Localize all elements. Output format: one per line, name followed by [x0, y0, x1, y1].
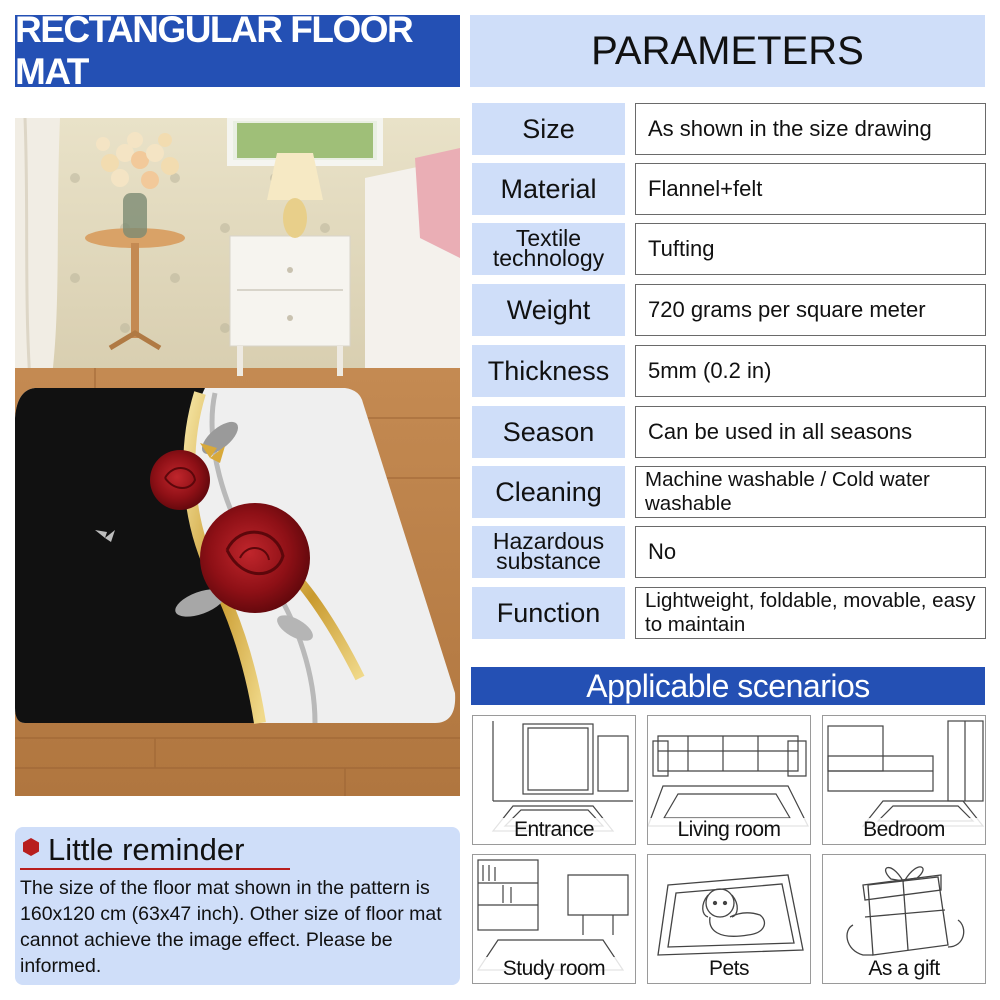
scenario-label: Entrance	[473, 818, 635, 842]
parameters-header: PARAMETERS	[470, 15, 985, 87]
param-label-textile-technology: Textile technology	[472, 223, 625, 275]
scenario-label: As a gift	[823, 957, 985, 981]
param-value-textile-technology: Tufting	[635, 223, 986, 275]
param-label-hazardous-substance: Hazardous substance	[472, 526, 625, 578]
param-label-thickness: Thickness	[472, 345, 625, 397]
scenario-label: Study room	[473, 957, 635, 981]
scenario-living-room	[647, 715, 811, 845]
param-label-material: Material	[472, 163, 625, 215]
scenario-pets	[647, 854, 811, 984]
param-value-cleaning: Machine washable / Cold water washable	[635, 466, 986, 518]
param-value-material: Flannel+felt	[635, 163, 986, 215]
scenario-label: Bedroom	[823, 818, 985, 842]
param-label-weight: Weight	[472, 284, 625, 336]
scenario-label: Pets	[648, 957, 810, 981]
param-label-season: Season	[472, 406, 625, 458]
reminder-underline	[20, 868, 290, 870]
scenario-study-room	[472, 854, 636, 984]
scenario-label: Living room	[648, 818, 810, 842]
param-value-thickness: 5mm (0.2 in)	[635, 345, 986, 397]
param-value-hazardous-substance: No	[635, 526, 986, 578]
scenario-gift	[822, 854, 986, 984]
product-title: RECTANGULAR FLOOR MAT	[15, 15, 460, 87]
param-value-size: As shown in the size drawing	[635, 103, 986, 155]
reminder-text: The size of the floor mat shown in the pattern is 160x120 cm (63x47 inch). Other size of floor mat cannot achieve the image effect. Please be informed.	[20, 877, 442, 977]
product-photo	[15, 118, 460, 796]
param-label-size: Size	[472, 103, 625, 155]
param-value-season: Can be used in all seasons	[635, 406, 986, 458]
scenario-bedroom	[822, 715, 986, 845]
reminder-title: Little reminder	[48, 832, 245, 867]
param-value-function: Lightweight, foldable, movable, easy to maintain	[635, 587, 986, 639]
param-value-weight: 720 grams per square meter	[635, 284, 986, 336]
scenario-entrance	[472, 715, 636, 845]
scenarios-title: Applicable scenarios	[471, 667, 985, 705]
hexagon-bullet-icon	[22, 838, 40, 856]
param-label-function: Function	[472, 587, 625, 639]
param-label-cleaning: Cleaning	[472, 466, 625, 518]
